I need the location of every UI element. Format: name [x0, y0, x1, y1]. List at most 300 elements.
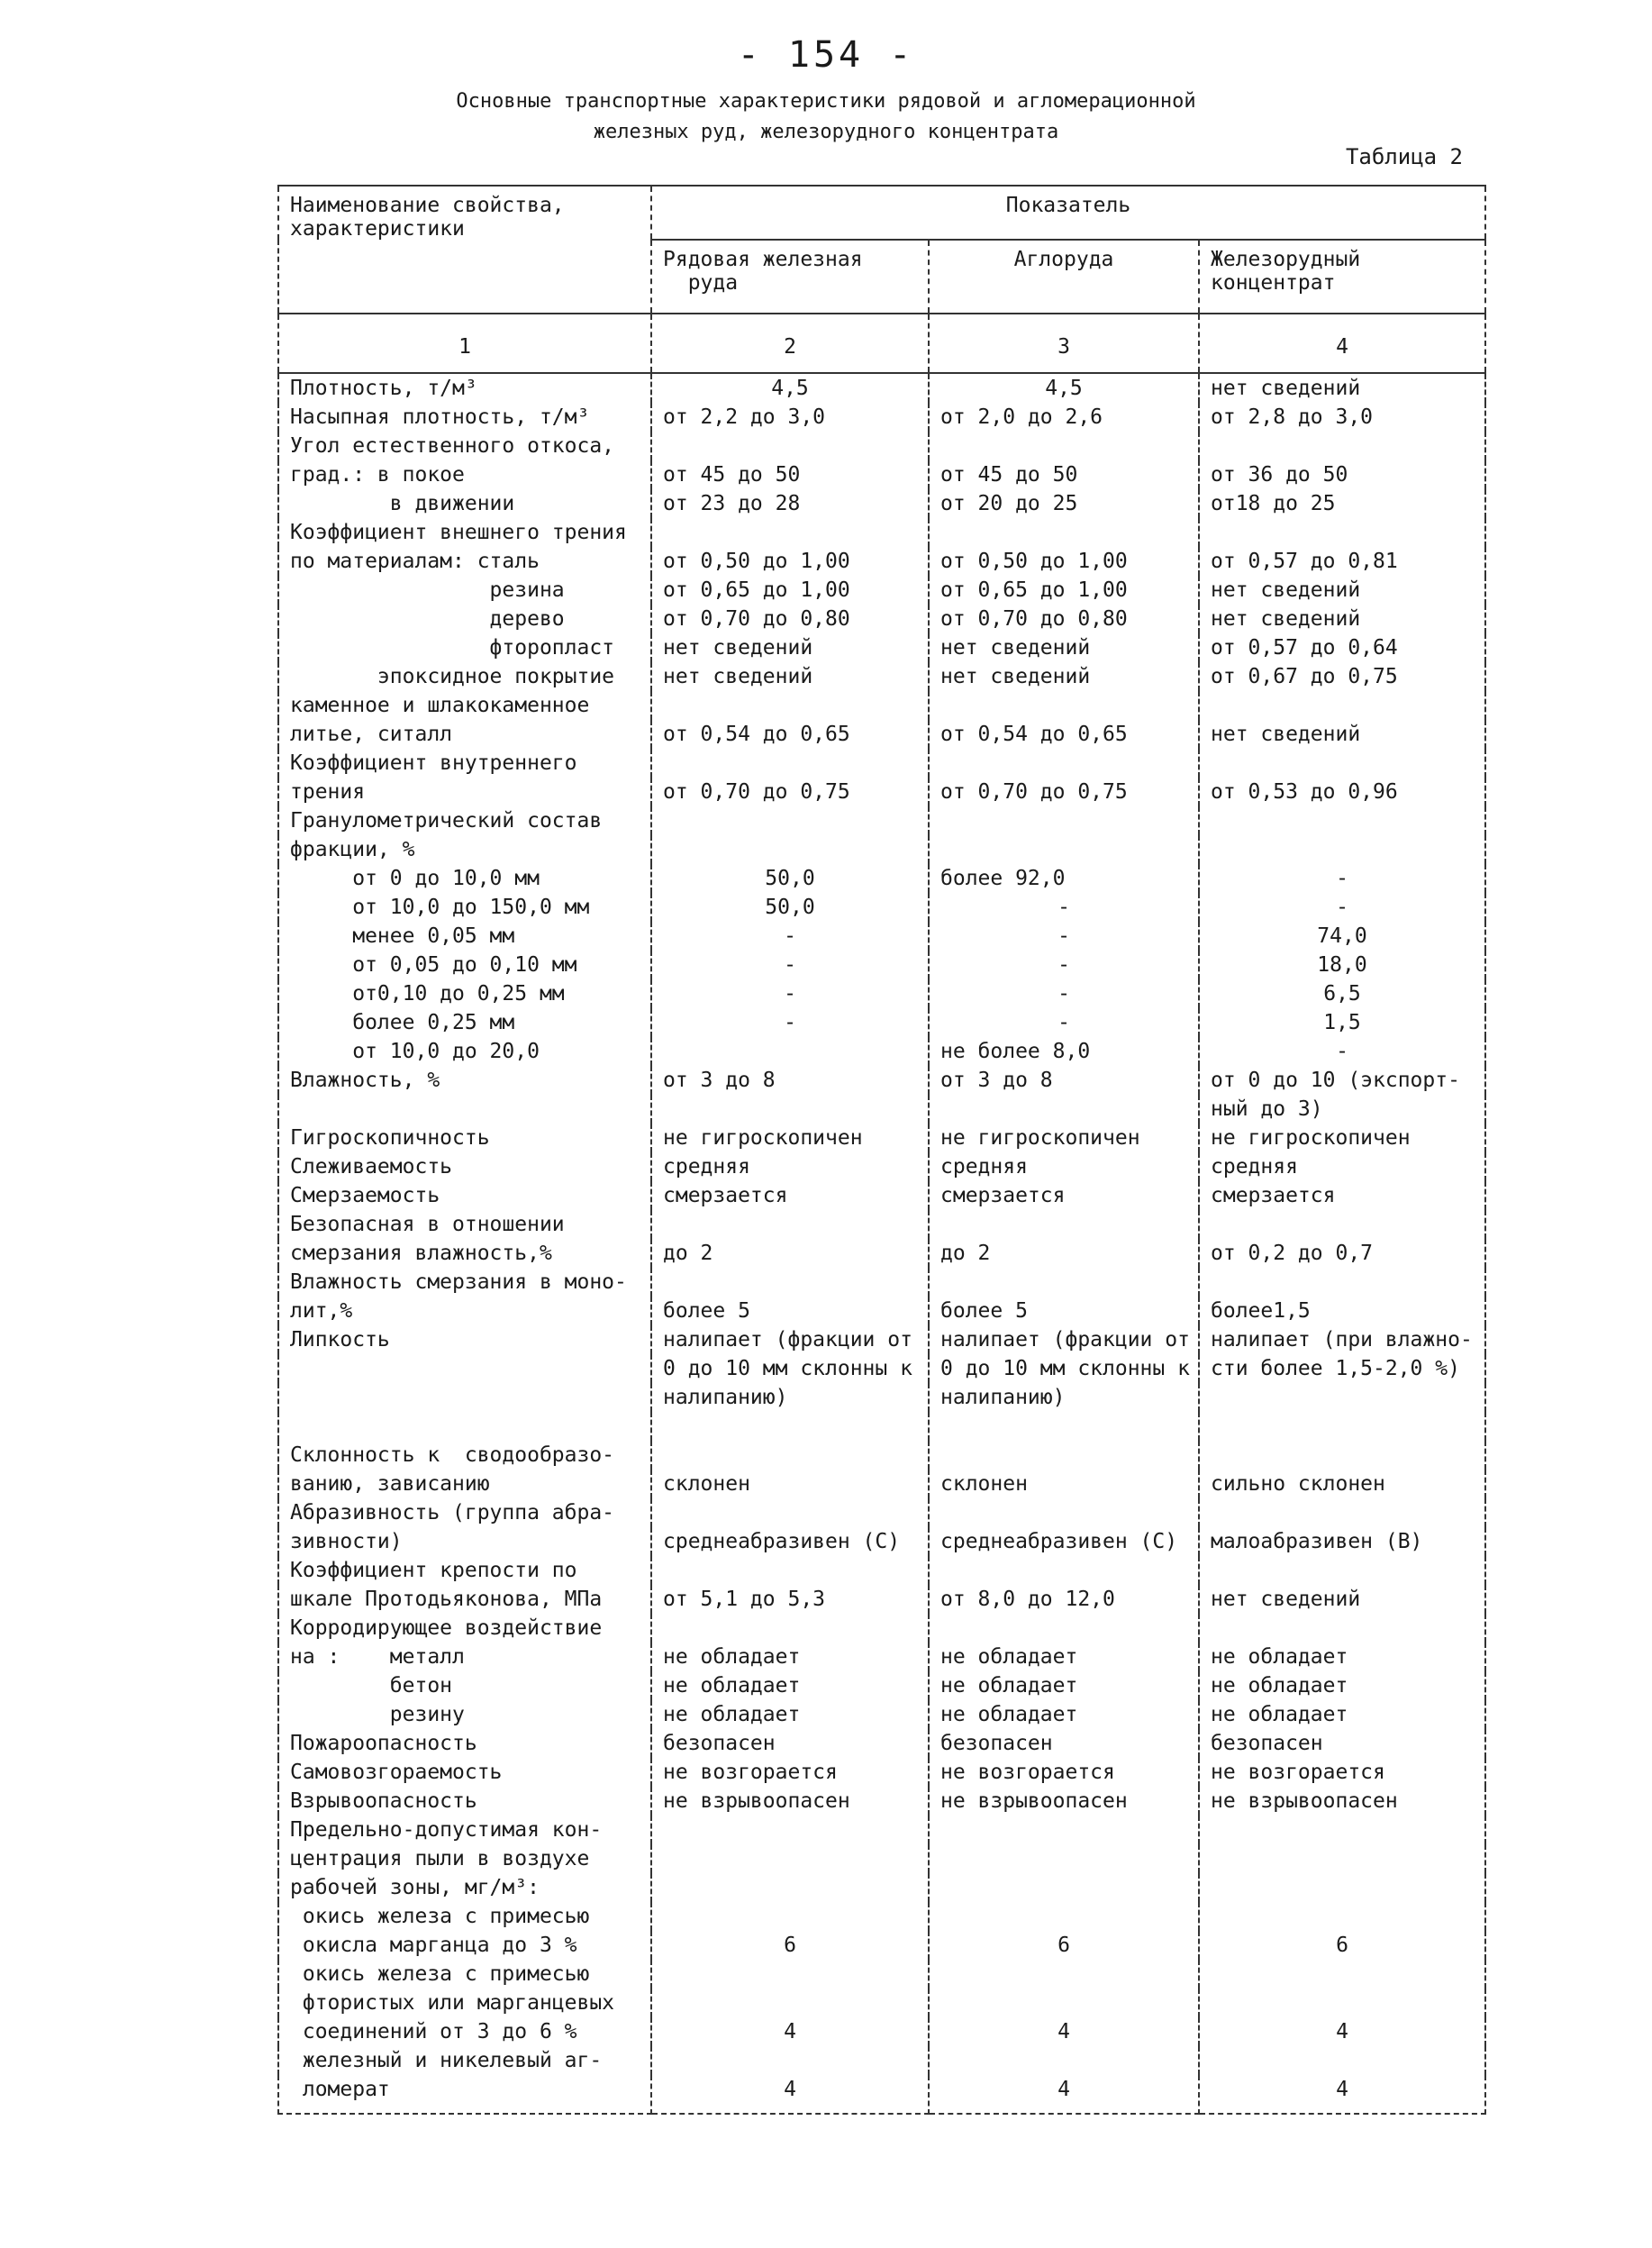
cell-sinter-ore	[929, 1614, 1199, 1643]
cell-sinter-ore	[929, 835, 1199, 864]
cell-ordinary-ore: 0 до 10 мм склонны к	[651, 1354, 929, 1383]
table-row	[278, 1989, 1485, 2017]
cell-sinter-ore	[929, 1441, 1199, 1470]
cell-sinter-ore	[929, 1873, 1199, 1902]
cell-property: каменное и шлакокаменное	[278, 691, 651, 720]
cell-sinter-ore: -	[929, 1008, 1199, 1037]
cell-property: фтористых или марганцевых	[278, 1989, 651, 2017]
cell-property: центрация пыли в воздухе	[278, 1844, 651, 1873]
cell-sinter-ore	[929, 518, 1199, 547]
table-row	[278, 1037, 1485, 1066]
cell-ordinary-ore: от 0,54 до 0,65	[651, 720, 929, 749]
cell-property: Насыпная плотность, т/м³	[278, 403, 651, 432]
cell-sinter-ore: 0 до 10 мм склонны к	[929, 1354, 1199, 1383]
cell-property: Влажность, %	[278, 1066, 651, 1095]
table-row	[278, 1758, 1485, 1787]
cell-property: окисла марганца до 3 %	[278, 1931, 651, 1960]
cell-sinter-ore: смерзается	[929, 1181, 1199, 1210]
cell-concentrate	[1199, 1268, 1485, 1297]
cell-ordinary-ore: нет сведений	[651, 633, 929, 662]
table-row	[278, 1816, 1485, 1844]
cell-ordinary-ore: 4	[651, 2017, 929, 2046]
cell-sinter-ore	[929, 1902, 1199, 1931]
header-sinter-ore: Аглоруда	[929, 240, 1199, 314]
cell-ordinary-ore: налипает (фракции от	[651, 1325, 929, 1354]
cell-ordinary-ore	[651, 518, 929, 547]
cell-property: зивности)	[278, 1527, 651, 1556]
cell-concentrate: нет сведений	[1199, 373, 1485, 403]
cell-sinter-ore: не обладает	[929, 1671, 1199, 1700]
cell-concentrate	[1199, 1210, 1485, 1239]
cell-concentrate: от 0 до 10 (экспорт-	[1199, 1066, 1485, 1095]
cell-sinter-ore: -	[929, 893, 1199, 922]
cell-ordinary-ore: 6	[651, 1931, 929, 1960]
cell-ordinary-ore: безопасен	[651, 1729, 929, 1758]
cell-property: дерево	[278, 605, 651, 633]
cell-property: от 0 до 10,0 мм	[278, 864, 651, 893]
cell-concentrate	[1199, 1441, 1485, 1470]
cell-property: Угол естественного откоса,	[278, 432, 651, 460]
cell-concentrate: не возгорается	[1199, 1758, 1485, 1787]
cell-property: Липкость	[278, 1325, 651, 1354]
cell-ordinary-ore	[651, 749, 929, 778]
cell-property: Корродирующее воздействие	[278, 1614, 651, 1643]
cell-property: Смерзаемость	[278, 1181, 651, 1210]
cell-property: Слеживаемость	[278, 1152, 651, 1181]
table-row	[278, 576, 1485, 605]
cell-ordinary-ore: от 45 до 50	[651, 460, 929, 489]
cell-ordinary-ore: от 2,2 до 3,0	[651, 403, 929, 432]
cell-sinter-ore: от 2,0 до 2,6	[929, 403, 1199, 432]
table-row	[278, 720, 1485, 749]
cell-sinter-ore: не обладает	[929, 1700, 1199, 1729]
page-number: - 154 -	[737, 34, 915, 76]
cell-ordinary-ore	[651, 1960, 929, 1989]
cell-property: от 10,0 до 20,0	[278, 1037, 651, 1066]
cell-ordinary-ore	[651, 1210, 929, 1239]
column-number-4: 4	[1199, 314, 1485, 373]
cell-ordinary-ore: 4,5	[651, 373, 929, 403]
cell-ordinary-ore: от 23 до 28	[651, 489, 929, 518]
cell-property: Взрывоопасность	[278, 1787, 651, 1816]
cell-property: рабочей зоны, мг/м³:	[278, 1873, 651, 1902]
table-row	[278, 1873, 1485, 1902]
cell-ordinary-ore: не обладает	[651, 1700, 929, 1729]
cell-concentrate: от 2,8 до 3,0	[1199, 403, 1485, 432]
table-row	[278, 1671, 1485, 1700]
table-row	[278, 403, 1485, 432]
cell-sinter-ore: -	[929, 951, 1199, 979]
table-row	[278, 1239, 1485, 1268]
header-indicator: Показатель	[651, 186, 1485, 240]
table-row	[278, 835, 1485, 864]
cell-sinter-ore: до 2	[929, 1239, 1199, 1268]
cell-property: Склонность к сводообразо-	[278, 1441, 651, 1470]
table-row	[278, 951, 1485, 979]
cell-concentrate: 6,5	[1199, 979, 1485, 1008]
table-row	[278, 1095, 1485, 1124]
cell-sinter-ore: от 8,0 до 12,0	[929, 1585, 1199, 1614]
cell-sinter-ore: от 0,65 до 1,00	[929, 576, 1199, 605]
cell-property: шкале Протодьяконова, МПа	[278, 1585, 651, 1614]
title-line-1: Основные транспортные характеристики рядовой и агломерационной	[456, 90, 1196, 113]
cell-property: Коэффициент внешнего трения	[278, 518, 651, 547]
cell-ordinary-ore: -	[651, 951, 929, 979]
cell-ordinary-ore	[651, 1989, 929, 2017]
cell-ordinary-ore	[651, 1095, 929, 1124]
table-row	[278, 1066, 1485, 1095]
cell-ordinary-ore: средняя	[651, 1152, 929, 1181]
cell-property: Самовозгораемость	[278, 1758, 651, 1787]
cell-sinter-ore: 4,5	[929, 373, 1199, 403]
cell-concentrate: не обладает	[1199, 1671, 1485, 1700]
table-row	[278, 778, 1485, 806]
cell-ordinary-ore: нет сведений	[651, 662, 929, 691]
cell-sinter-ore: не гигроскопичен	[929, 1124, 1199, 1152]
table-row	[278, 1124, 1485, 1152]
table-row	[278, 1297, 1485, 1325]
table-row	[278, 547, 1485, 576]
cell-concentrate	[1199, 835, 1485, 864]
cell-ordinary-ore: -	[651, 979, 929, 1008]
cell-property	[278, 1383, 651, 1412]
cell-concentrate: ный до 3)	[1199, 1095, 1485, 1124]
table-row	[278, 1354, 1485, 1383]
cell-concentrate	[1199, 1383, 1485, 1412]
cell-ordinary-ore	[651, 806, 929, 835]
cell-concentrate	[1199, 432, 1485, 460]
cell-property	[278, 1354, 651, 1383]
cell-ordinary-ore	[651, 1268, 929, 1297]
cell-sinter-ore: 6	[929, 1931, 1199, 1960]
table-row	[278, 979, 1485, 1008]
table-row	[278, 691, 1485, 720]
cell-concentrate	[1199, 806, 1485, 835]
table-row	[278, 1700, 1485, 1729]
table-row	[278, 1556, 1485, 1585]
cell-sinter-ore: от 0,70 до 0,75	[929, 778, 1199, 806]
cell-ordinary-ore	[651, 1873, 929, 1902]
cell-property: от0,10 до 0,25 мм	[278, 979, 651, 1008]
table-row	[278, 1643, 1485, 1671]
cell-concentrate: от 0,57 до 0,64	[1199, 633, 1485, 662]
table-body	[278, 373, 1485, 2114]
cell-property: соединений от 3 до 6 %	[278, 2017, 651, 2046]
cell-ordinary-ore	[651, 1441, 929, 1470]
cell-sinter-ore: не обладает	[929, 1643, 1199, 1671]
cell-sinter-ore: нет сведений	[929, 633, 1199, 662]
cell-sinter-ore: от 20 до 25	[929, 489, 1199, 518]
table-row	[278, 1325, 1485, 1354]
cell-sinter-ore: не возгорается	[929, 1758, 1199, 1787]
table-row	[278, 1470, 1485, 1498]
cell-property: Влажность смерзания в моно-	[278, 1268, 651, 1297]
cell-ordinary-ore	[651, 835, 929, 864]
cell-concentrate: от 36 до 50	[1199, 460, 1485, 489]
cell-concentrate: средняя	[1199, 1152, 1485, 1181]
cell-ordinary-ore: склонен	[651, 1470, 929, 1498]
cell-property: эпоксидное покрытие	[278, 662, 651, 691]
cell-concentrate	[1199, 1816, 1485, 1844]
cell-sinter-ore: более 5	[929, 1297, 1199, 1325]
cell-property: Пожароопасность	[278, 1729, 651, 1758]
cell-sinter-ore: не взрывоопасен	[929, 1787, 1199, 1816]
cell-concentrate: -	[1199, 893, 1485, 922]
table-row	[278, 1008, 1485, 1037]
cell-ordinary-ore: не обладает	[651, 1671, 929, 1700]
cell-concentrate: смерзается	[1199, 1181, 1485, 1210]
table-row	[278, 2075, 1485, 2114]
cell-ordinary-ore	[651, 1844, 929, 1873]
cell-concentrate	[1199, 1960, 1485, 1989]
cell-concentrate	[1199, 1989, 1485, 2017]
table-row	[278, 864, 1485, 893]
cell-concentrate: нет сведений	[1199, 576, 1485, 605]
cell-ordinary-ore	[651, 1556, 929, 1585]
table-row	[278, 1844, 1485, 1873]
cell-sinter-ore: налипанию)	[929, 1383, 1199, 1412]
cell-concentrate: не гигроскопичен	[1199, 1124, 1485, 1152]
cell-sinter-ore	[929, 749, 1199, 778]
cell-sinter-ore: от 0,70 до 0,80	[929, 605, 1199, 633]
cell-property	[278, 1412, 651, 1441]
cell-ordinary-ore: до 2	[651, 1239, 929, 1268]
table-row	[278, 1181, 1485, 1210]
column-number-2: 2	[651, 314, 929, 373]
cell-sinter-ore: средняя	[929, 1152, 1199, 1181]
cell-property: ванию, зависанию	[278, 1470, 651, 1498]
cell-property: Абразивность (группа абра-	[278, 1498, 651, 1527]
cell-ordinary-ore: -	[651, 1008, 929, 1037]
cell-ordinary-ore	[651, 691, 929, 720]
cell-sinter-ore	[929, 1844, 1199, 1873]
cell-ordinary-ore: от 0,65 до 1,00	[651, 576, 929, 605]
cell-concentrate: 4	[1199, 2075, 1485, 2114]
properties-table	[277, 185, 1486, 2115]
table-row	[278, 460, 1485, 489]
table-row	[278, 1585, 1485, 1614]
cell-concentrate: нет сведений	[1199, 720, 1485, 749]
cell-sinter-ore: от 0,50 до 1,00	[929, 547, 1199, 576]
table-row	[278, 1498, 1485, 1527]
cell-concentrate: от 0,53 до 0,96	[1199, 778, 1485, 806]
cell-ordinary-ore	[651, 1614, 929, 1643]
cell-concentrate	[1199, 1412, 1485, 1441]
cell-ordinary-ore: среднеабразивен (С)	[651, 1527, 929, 1556]
table-title	[0, 86, 1652, 148]
cell-sinter-ore: от 3 до 8	[929, 1066, 1199, 1095]
cell-property: смерзания влажность,%	[278, 1239, 651, 1268]
cell-ordinary-ore: 50,0	[651, 893, 929, 922]
table-row	[278, 1152, 1485, 1181]
cell-ordinary-ore	[651, 432, 929, 460]
table-row	[278, 1412, 1485, 1441]
cell-concentrate	[1199, 518, 1485, 547]
cell-concentrate: 1,5	[1199, 1008, 1485, 1037]
cell-concentrate: сильно склонен	[1199, 1470, 1485, 1498]
cell-ordinary-ore: от 5,1 до 5,3	[651, 1585, 929, 1614]
cell-concentrate	[1199, 691, 1485, 720]
cell-ordinary-ore	[651, 1037, 929, 1066]
cell-property: литье, ситалл	[278, 720, 651, 749]
cell-property: Гигроскопичность	[278, 1124, 651, 1152]
cell-concentrate: налипает (при влажно-	[1199, 1325, 1485, 1354]
cell-concentrate: от18 до 25	[1199, 489, 1485, 518]
cell-concentrate: более1,5	[1199, 1297, 1485, 1325]
cell-sinter-ore: от 45 до 50	[929, 460, 1199, 489]
cell-sinter-ore	[929, 1498, 1199, 1527]
cell-concentrate: -	[1199, 864, 1485, 893]
cell-sinter-ore	[929, 1210, 1199, 1239]
cell-concentrate: от 0,57 до 0,81	[1199, 547, 1485, 576]
cell-property: по материалам: сталь	[278, 547, 651, 576]
cell-concentrate: от 0,2 до 0,7	[1199, 1239, 1485, 1268]
column-number-3: 3	[929, 314, 1199, 373]
cell-concentrate	[1199, 1844, 1485, 1873]
table-row	[278, 1931, 1485, 1960]
cell-concentrate	[1199, 2046, 1485, 2075]
cell-concentrate: не взрывоопасен	[1199, 1787, 1485, 1816]
cell-property: ломерат	[278, 2075, 651, 2114]
cell-sinter-ore: не более 8,0	[929, 1037, 1199, 1066]
table-row	[278, 893, 1485, 922]
cell-ordinary-ore: от 0,70 до 0,80	[651, 605, 929, 633]
cell-concentrate	[1199, 1498, 1485, 1527]
table-row	[278, 633, 1485, 662]
cell-concentrate: нет сведений	[1199, 1585, 1485, 1614]
cell-sinter-ore	[929, 1960, 1199, 1989]
cell-sinter-ore	[929, 2046, 1199, 2075]
cell-sinter-ore	[929, 1095, 1199, 1124]
cell-sinter-ore	[929, 1989, 1199, 2017]
cell-property: от 10,0 до 150,0 мм	[278, 893, 651, 922]
table-row	[278, 1614, 1485, 1643]
cell-property: лит,%	[278, 1297, 651, 1325]
cell-property: окись железа с примесью	[278, 1960, 651, 1989]
cell-concentrate: не обладает	[1199, 1643, 1485, 1671]
cell-concentrate	[1199, 1614, 1485, 1643]
cell-ordinary-ore: более 5	[651, 1297, 929, 1325]
cell-sinter-ore	[929, 1412, 1199, 1441]
cell-concentrate: малоабразивен (В)	[1199, 1527, 1485, 1556]
cell-ordinary-ore: не взрывоопасен	[651, 1787, 929, 1816]
cell-property: от 0,05 до 0,10 мм	[278, 951, 651, 979]
cell-property: Безопасная в отношении	[278, 1210, 651, 1239]
table-row	[278, 1787, 1485, 1816]
table-number-label: Таблица 2	[1345, 144, 1463, 169]
table-row	[278, 749, 1485, 778]
column-number-1: 1	[278, 314, 651, 373]
cell-ordinary-ore: от 3 до 8	[651, 1066, 929, 1095]
cell-sinter-ore: среднеабразивен (С)	[929, 1527, 1199, 1556]
header-ordinary-ore: Рядовая железная руда	[651, 240, 929, 314]
cell-sinter-ore	[929, 1268, 1199, 1297]
cell-concentrate: не обладает	[1199, 1700, 1485, 1729]
cell-concentrate	[1199, 1873, 1485, 1902]
table-row	[278, 1902, 1485, 1931]
table-row	[278, 1268, 1485, 1297]
cell-sinter-ore: более 92,0	[929, 864, 1199, 893]
cell-ordinary-ore	[651, 1498, 929, 1527]
cell-property: Коэффициент крепости по	[278, 1556, 651, 1585]
cell-concentrate: от 0,67 до 0,75	[1199, 662, 1485, 691]
cell-property	[278, 1095, 651, 1124]
cell-property: Коэффициент внутреннего	[278, 749, 651, 778]
cell-property: более 0,25 мм	[278, 1008, 651, 1037]
table-row	[278, 1383, 1485, 1412]
cell-ordinary-ore: 4	[651, 2075, 929, 2114]
cell-ordinary-ore: смерзается	[651, 1181, 929, 1210]
cell-property: трения	[278, 778, 651, 806]
cell-sinter-ore	[929, 1816, 1199, 1844]
cell-sinter-ore	[929, 1556, 1199, 1585]
cell-sinter-ore: налипает (фракции от	[929, 1325, 1199, 1354]
cell-sinter-ore: 4	[929, 2017, 1199, 2046]
cell-concentrate: -	[1199, 1037, 1485, 1066]
cell-concentrate: 18,0	[1199, 951, 1485, 979]
cell-concentrate: безопасен	[1199, 1729, 1485, 1758]
cell-ordinary-ore: налипанию)	[651, 1383, 929, 1412]
cell-sinter-ore: -	[929, 922, 1199, 951]
table-row	[278, 806, 1485, 835]
cell-property: на : металл	[278, 1643, 651, 1671]
table-row	[278, 373, 1485, 403]
cell-property: бетон	[278, 1671, 651, 1700]
cell-concentrate: 4	[1199, 2017, 1485, 2046]
cell-sinter-ore	[929, 806, 1199, 835]
header-property-name: Наименование свойства, характеристики	[278, 186, 651, 314]
table-row	[278, 518, 1485, 547]
cell-property: железный и никелевый аг-	[278, 2046, 651, 2075]
cell-sinter-ore: -	[929, 979, 1199, 1008]
cell-concentrate: 74,0	[1199, 922, 1485, 951]
table-row	[278, 2046, 1485, 2075]
table-row	[278, 2017, 1485, 2046]
table-row	[278, 922, 1485, 951]
table-row	[278, 1960, 1485, 1989]
cell-property: Гранулометрический состав	[278, 806, 651, 835]
cell-sinter-ore: от 0,54 до 0,65	[929, 720, 1199, 749]
cell-ordinary-ore	[651, 1412, 929, 1441]
cell-property: окись железа с примесью	[278, 1902, 651, 1931]
cell-concentrate: 6	[1199, 1931, 1485, 1960]
cell-ordinary-ore: от 0,50 до 1,00	[651, 547, 929, 576]
cell-ordinary-ore	[651, 1902, 929, 1931]
cell-concentrate: сти более 1,5-2,0 %)	[1199, 1354, 1485, 1383]
cell-concentrate	[1199, 1556, 1485, 1585]
cell-sinter-ore: 4	[929, 2075, 1199, 2114]
cell-sinter-ore	[929, 432, 1199, 460]
table-row	[278, 1527, 1485, 1556]
cell-property: в движении	[278, 489, 651, 518]
cell-sinter-ore: склонен	[929, 1470, 1199, 1498]
cell-concentrate	[1199, 749, 1485, 778]
header-ore-concentrate: Железорудный концентрат	[1199, 240, 1485, 314]
table-row	[278, 1729, 1485, 1758]
cell-ordinary-ore: не гигроскопичен	[651, 1124, 929, 1152]
table-row	[278, 432, 1485, 460]
title-line-2: железных руд, железорудного концентрата	[593, 121, 1059, 143]
cell-ordinary-ore: от 0,70 до 0,75	[651, 778, 929, 806]
cell-ordinary-ore: не возгорается	[651, 1758, 929, 1787]
cell-property: Плотность, т/м³	[278, 373, 651, 403]
table-row	[278, 662, 1485, 691]
cell-concentrate	[1199, 1902, 1485, 1931]
cell-property: резина	[278, 576, 651, 605]
cell-ordinary-ore: -	[651, 922, 929, 951]
cell-property: менее 0,05 мм	[278, 922, 651, 951]
table-row	[278, 605, 1485, 633]
